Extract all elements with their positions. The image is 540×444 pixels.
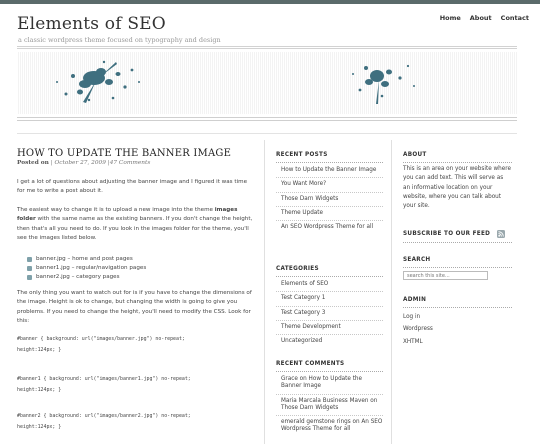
- code-line: #banner1 { background: url("images/banner1.jpg") no-repeat;: [17, 376, 191, 382]
- list-item: [27, 265, 146, 271]
- about-heading: ABOUT: [403, 152, 427, 158]
- post-title[interactable]: HOW TO UPDATE THE BANNER IMAGE: [17, 148, 232, 159]
- code-line: #banner2 { background: url("images/banner2.jpg") no-repeat;: [17, 413, 191, 419]
- bullet-icon: [27, 275, 32, 280]
- post-meta-prefix: Posted on: [17, 160, 49, 166]
- categories-heading: CATEGORIES: [276, 266, 319, 272]
- recent-comments-heading: RECENT COMMENTS: [276, 361, 345, 367]
- admin-wordpress-link[interactable]: Wordpress: [403, 326, 433, 332]
- list-item-text: banner2.jpg – category pages: [36, 274, 120, 280]
- list-item[interactable]: Test Category 3: [276, 306, 383, 320]
- code-block-3: [17, 411, 257, 433]
- list-item[interactable]: Test Category 1: [276, 291, 383, 305]
- heading-rule: [276, 371, 383, 372]
- content-divider: [17, 133, 517, 134]
- list-item[interactable]: Those Darn Widgets: [276, 192, 383, 206]
- code-line: height:124px; }: [17, 347, 62, 354]
- categories-list: [276, 278, 383, 348]
- header-divider-2: [17, 48, 517, 49]
- heading-rule: [276, 276, 383, 277]
- post-paragraph-1: I get a lot of questions about adjusting the banner image and I figured it was time for me to write a post about it.: [17, 179, 248, 195]
- subscribe-heading[interactable]: SUBSCRIBE TO OUR FEED: [403, 231, 491, 237]
- about-text: This is an area on your website where you can add text. This will serve as an informative location on your website, where you can talk about your site.: [403, 166, 511, 210]
- site-title[interactable]: Elements of SEO: [17, 14, 166, 34]
- code-block-2: [17, 374, 257, 396]
- recent-posts-list: [276, 164, 383, 234]
- list-item[interactable]: Grace on How to Update the Banner Image: [281, 376, 363, 390]
- heading-rule: [276, 162, 383, 163]
- banner-image: [17, 52, 517, 114]
- admin-login-link[interactable]: Log in: [403, 314, 421, 320]
- heading-rule: [403, 242, 513, 243]
- code-line: #banner { background: url("images/banner.jpg") no-repeat;: [17, 336, 185, 342]
- list-item: [27, 256, 133, 262]
- banner-divider: [17, 117, 517, 118]
- search-input[interactable]: [403, 271, 488, 280]
- recent-posts-heading: RECENT POSTS: [276, 152, 328, 158]
- nav-about[interactable]: About: [469, 14, 492, 22]
- banner-divider-2: [17, 120, 517, 121]
- list-item: [27, 274, 120, 280]
- column-divider-left: [264, 140, 265, 444]
- post-paragraph-2-strong: images folder: [17, 207, 238, 223]
- search-heading: SEARCH: [403, 257, 431, 263]
- list-item[interactable]: emerald gemstone rings on An SEO Wordpress Theme for all: [276, 415, 383, 437]
- list-item-text: banner.jpg – home and post pages: [36, 256, 133, 262]
- nav-contact[interactable]: Contact: [500, 14, 529, 22]
- code-line: height:124px; }: [17, 387, 62, 394]
- admin-heading: ADMIN: [403, 297, 427, 303]
- list-item[interactable]: How to Update the Banner Image: [281, 167, 377, 173]
- heading-rule: [403, 307, 513, 308]
- ink-splash-graphic: [17, 52, 517, 114]
- list-item-text: banner1.jpg – regular/navigation pages: [36, 265, 147, 271]
- list-item[interactable]: Maria Marcala Business Maven on Those Darn Widgets: [276, 394, 383, 416]
- code-line: height:124px; }: [17, 424, 62, 431]
- post-paragraph-2-lead: The easiest way to change it is to upload a new image into the theme: [17, 207, 213, 213]
- recent-comments-list: [276, 373, 383, 437]
- post-comments-link[interactable]: 47 Comments: [109, 160, 151, 166]
- site-tagline: a classic wordpress theme focused on typography and design: [18, 36, 221, 44]
- heading-rule: [403, 267, 513, 268]
- post-date: October 27, 2009: [54, 160, 106, 166]
- list-item[interactable]: Theme Update: [276, 206, 383, 220]
- column-divider-right: [391, 140, 392, 444]
- rss-icon[interactable]: [497, 230, 505, 238]
- admin-xhtml-link[interactable]: XHTML: [403, 339, 423, 345]
- list-item[interactable]: An SEO Wordpress Theme for all: [276, 220, 383, 234]
- post-paragraph-2-rest: with the same name as the existing banners. If you don't change the height, then that's all you need to do. If you look in the images folder for the theme, you'll see the images listed below.: [17, 216, 253, 242]
- list-item[interactable]: Elements of SEO: [281, 281, 329, 287]
- post-paragraph-3: The only thing you want to watch out for is if you have to change the dimensions of the image. Height is ok to change, but changing the width is going to give you problems. If you need to change the height, you'll need to modify the CSS. Look for this:: [17, 290, 252, 325]
- heading-rule: [403, 162, 513, 163]
- post-paragraph-2: [17, 206, 255, 244]
- bullet-icon: [27, 266, 32, 271]
- list-item[interactable]: You Want More?: [276, 177, 383, 191]
- post-meta: Posted on | October 27, 2009 |47 Comments: [17, 160, 151, 166]
- header-divider: [17, 46, 517, 47]
- top-accent-bar: [0, 0, 540, 4]
- list-item[interactable]: Theme Development: [276, 320, 383, 334]
- bullet-icon: [27, 257, 32, 262]
- code-block-1: [17, 334, 257, 356]
- nav-home[interactable]: Home: [439, 14, 461, 22]
- main-nav: [440, 14, 529, 22]
- list-item[interactable]: Uncategorized: [276, 334, 383, 348]
